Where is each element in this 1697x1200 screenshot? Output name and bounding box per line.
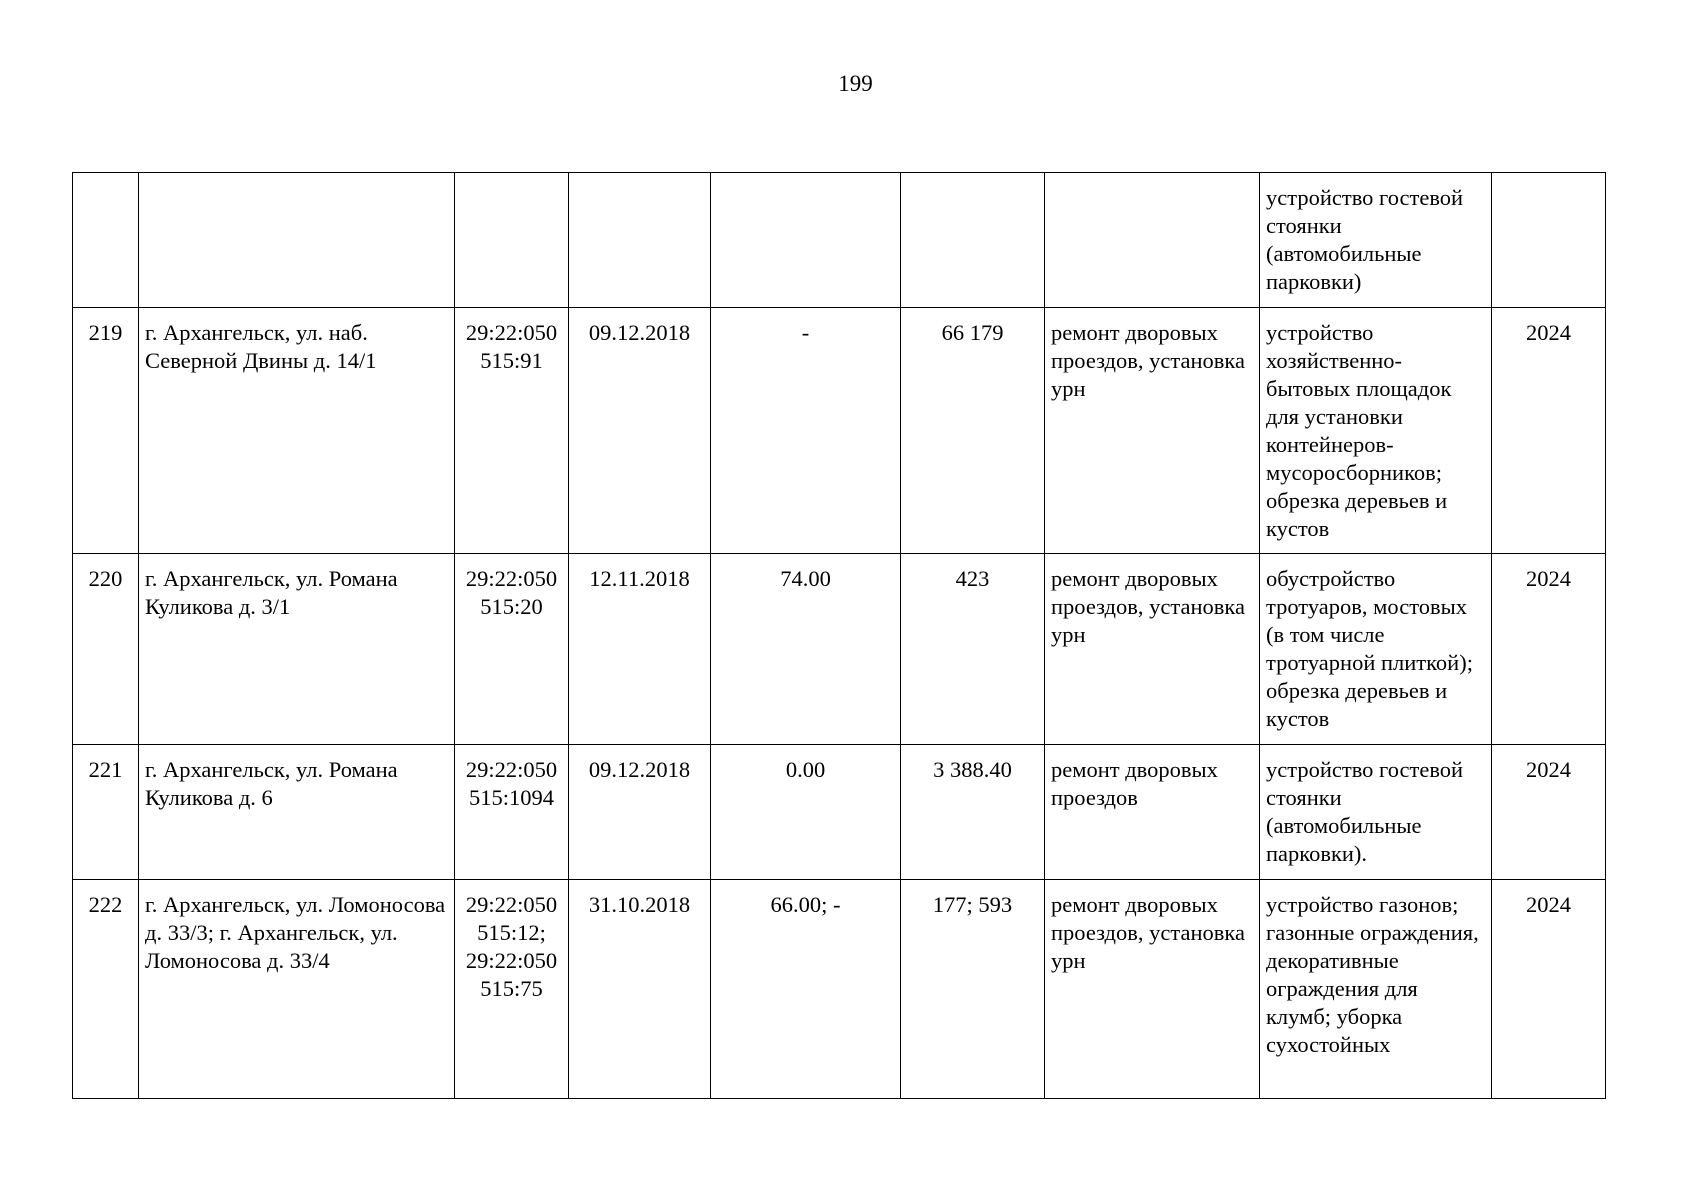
- address-cell: [139, 173, 455, 308]
- square-cell: 66 179: [901, 308, 1045, 554]
- additional-works-cell: устройство гостевой стоянки (автомобильные парковки): [1260, 173, 1492, 308]
- additional-works-cell: обустройство тротуаров, мостовых (в том числе тротуарной плиткой); обрезка деревьев и кустов: [1260, 554, 1492, 745]
- minimum-works-cell: [1045, 173, 1260, 308]
- table-row: [73, 880, 1606, 1099]
- address-cell: г. Архангельск, ул. наб. Северной Двины д. 14/1: [139, 308, 455, 554]
- row-number-cell: 221: [73, 745, 139, 880]
- address-cell: г. Архангельск, ул. Романа Куликова д. 3/1: [139, 554, 455, 745]
- address-cell: г. Архангельск, ул. Ломоносова д. 33/3; г. Архангельск, ул. Ломоносова д. 33/4: [139, 880, 455, 1099]
- square-cell: 423: [901, 554, 1045, 745]
- date-cell: 09.12.2018: [569, 745, 711, 880]
- year-cell: 2024: [1492, 880, 1606, 1099]
- minimum-works-cell: ремонт дворовых проездов, установка урн: [1045, 308, 1260, 554]
- page-number: 199: [838, 71, 873, 96]
- row-number-cell: 222: [73, 880, 139, 1099]
- improvement-table: [72, 172, 1606, 1099]
- cadastral-number-cell: [455, 173, 569, 308]
- area-cell: 0.00: [711, 745, 901, 880]
- square-cell: 177; 593: [901, 880, 1045, 1099]
- year-cell: [1492, 173, 1606, 308]
- row-number-cell: [73, 173, 139, 308]
- address-cell: г. Архангельск, ул. Романа Куликова д. 6: [139, 745, 455, 880]
- year-cell: 2024: [1492, 554, 1606, 745]
- date-cell: 31.10.2018: [569, 880, 711, 1099]
- cadastral-number-cell: 29:22:050 515:20: [455, 554, 569, 745]
- area-cell: [711, 173, 901, 308]
- area-cell: 66.00; -: [711, 880, 901, 1099]
- row-number-cell: 219: [73, 308, 139, 554]
- additional-works-cell: устройство газонов; газонные ограждения, декоративные ограждения для клумб; уборка сухостойных: [1260, 880, 1492, 1099]
- minimum-works-cell: ремонт дворовых проездов: [1045, 745, 1260, 880]
- year-cell: 2024: [1492, 308, 1606, 554]
- date-cell: [569, 173, 711, 308]
- cadastral-number-cell: 29:22:050 515:12; 29:22:050 515:75: [455, 880, 569, 1099]
- additional-works-cell: устройство гостевой стоянки (автомобильные парковки).: [1260, 745, 1492, 880]
- square-cell: [901, 173, 1045, 308]
- cadastral-number-cell: 29:22:050 515:1094: [455, 745, 569, 880]
- additional-works-cell: устройство хозяйственно-бытовых площадок для установки контейнеров-мусоросборников; обрезка деревьев и кустов: [1260, 308, 1492, 554]
- row-number-cell: 220: [73, 554, 139, 745]
- minimum-works-cell: ремонт дворовых проездов, установка урн: [1045, 880, 1260, 1099]
- table-row: [73, 554, 1606, 745]
- date-cell: 12.11.2018: [569, 554, 711, 745]
- area-cell: 74.00: [711, 554, 901, 745]
- minimum-works-cell: ремонт дворовых проездов, установка урн: [1045, 554, 1260, 745]
- table-row: [73, 308, 1606, 554]
- date-cell: 09.12.2018: [569, 308, 711, 554]
- year-cell: 2024: [1492, 745, 1606, 880]
- table-row: [73, 745, 1606, 880]
- cadastral-number-cell: 29:22:050 515:91: [455, 308, 569, 554]
- table-row: [73, 173, 1606, 308]
- area-cell: -: [711, 308, 901, 554]
- square-cell: 3 388.40: [901, 745, 1045, 880]
